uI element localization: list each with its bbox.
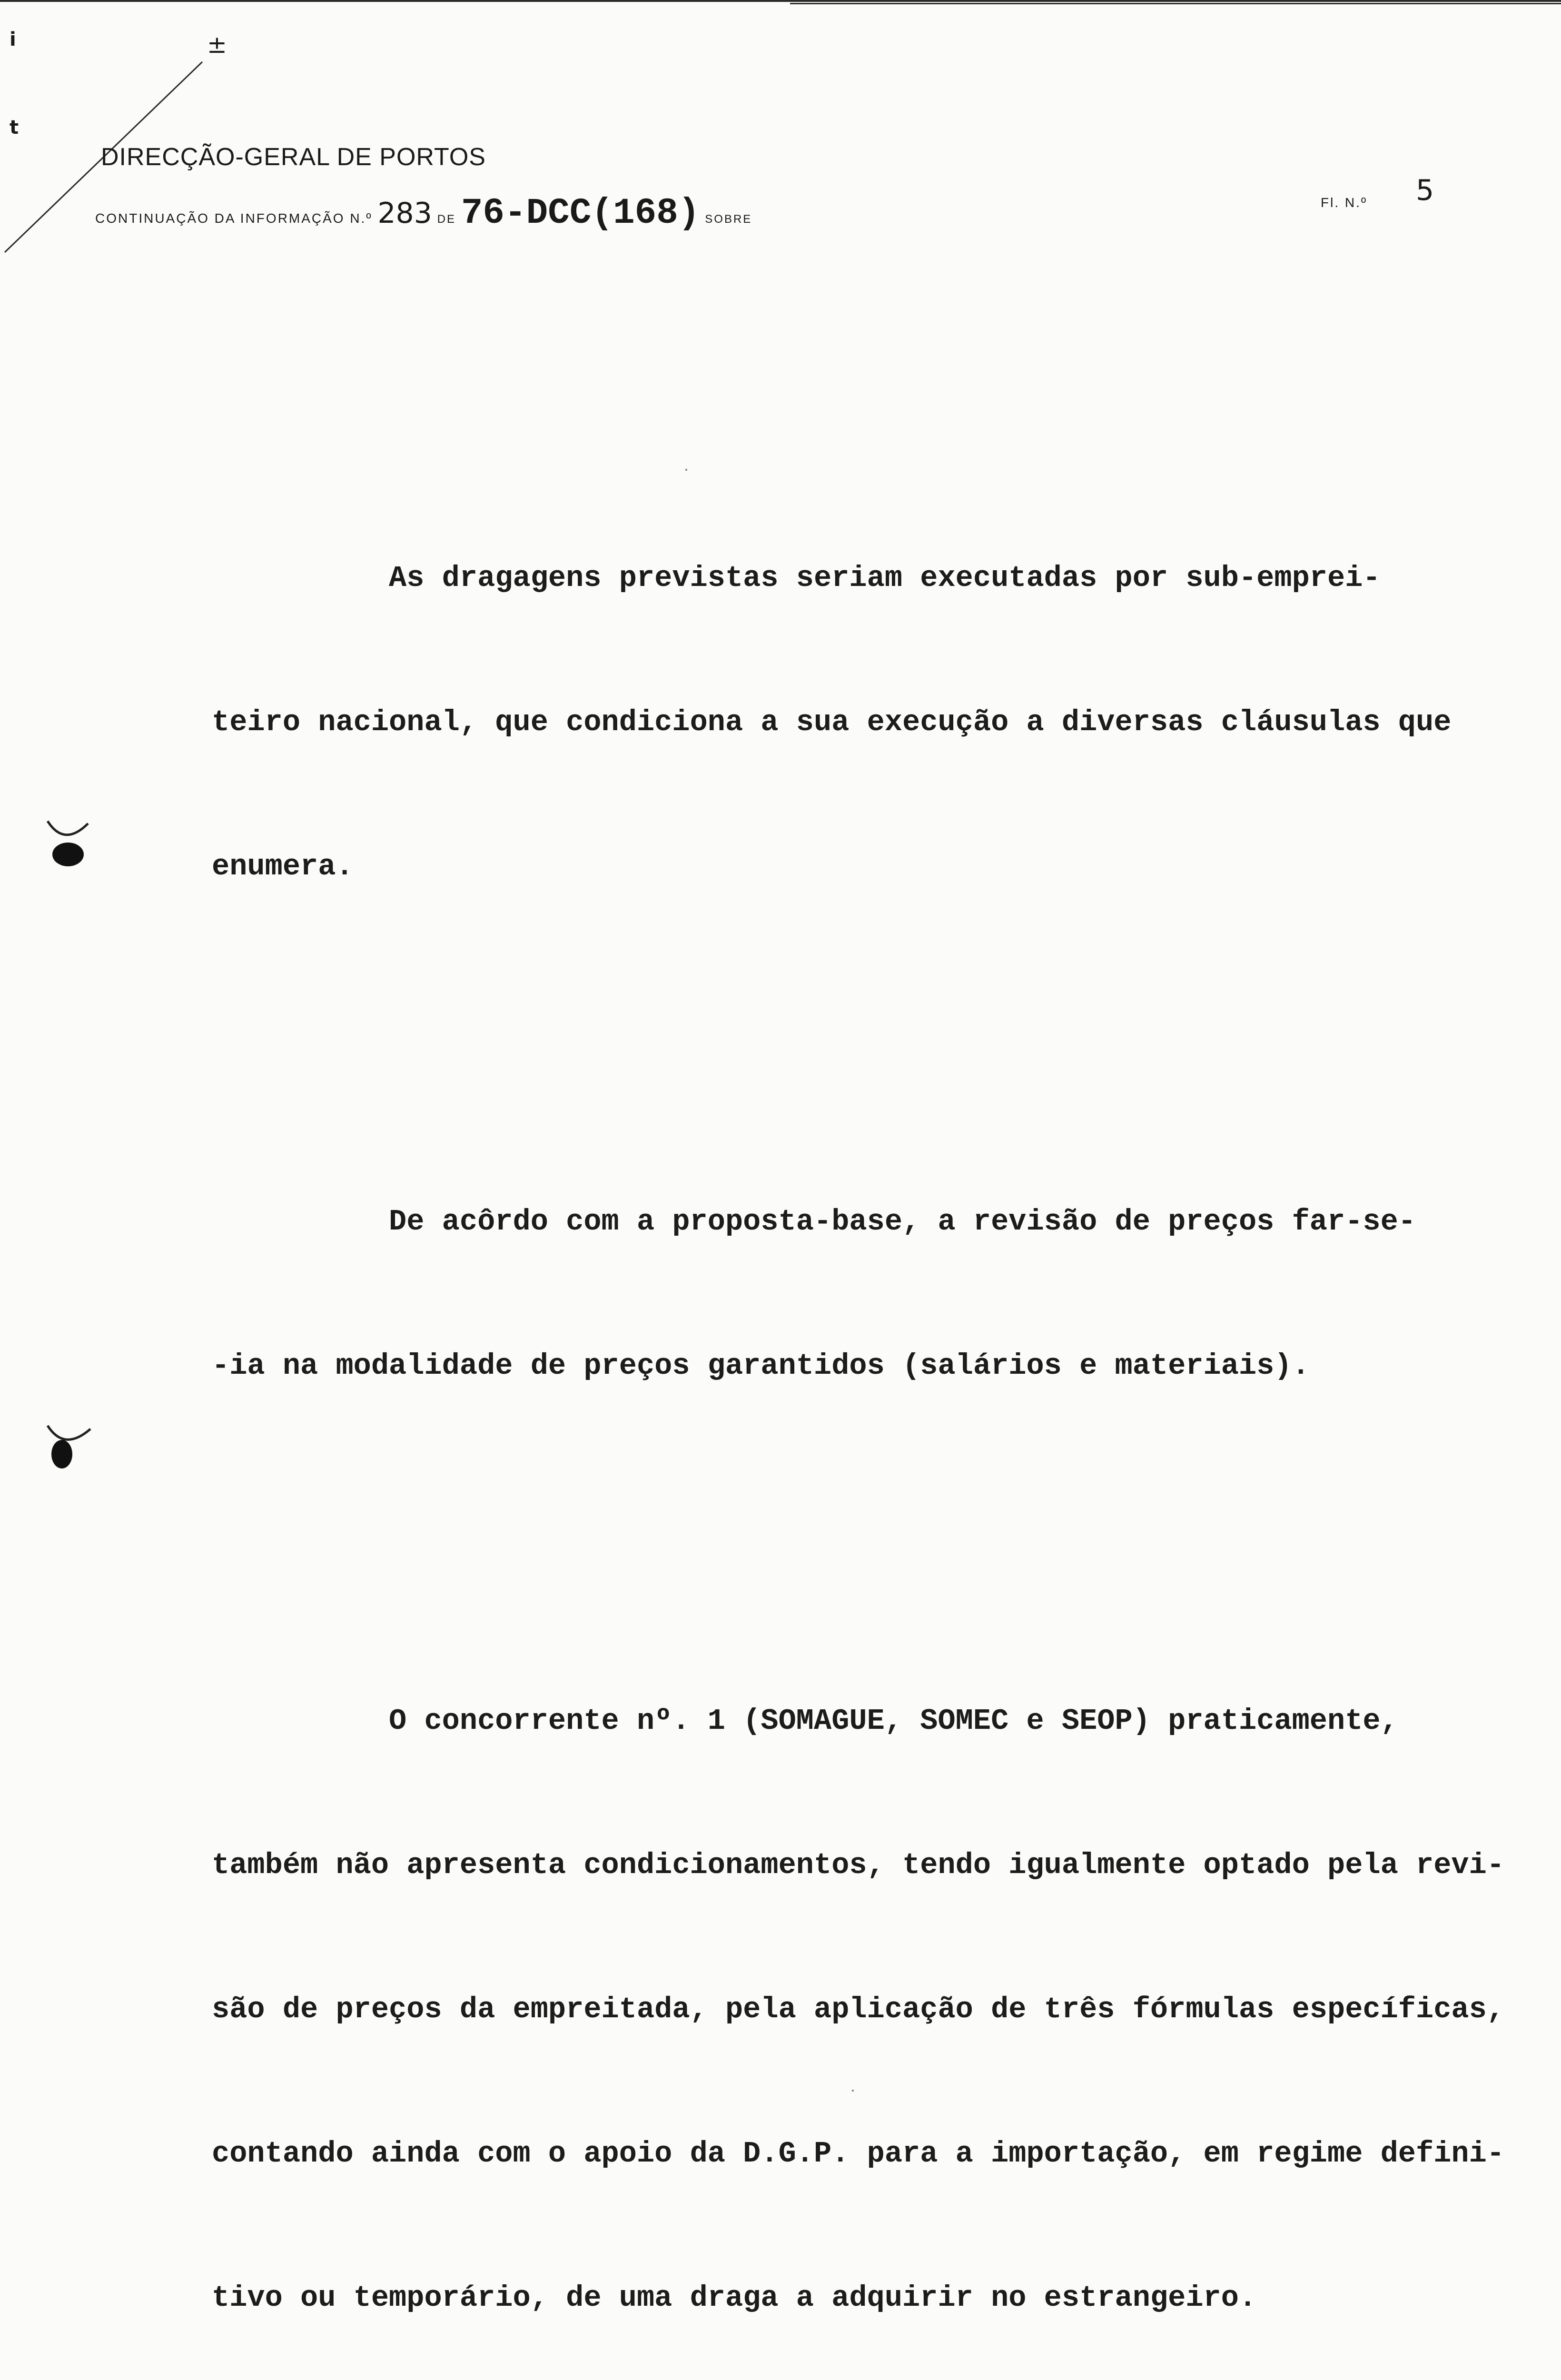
- folio-number: 5: [1416, 174, 1434, 207]
- text-line: contando ainda com o apoio da D.G.P. para a importação, em regime defini-: [212, 2137, 1505, 2171]
- text-line: -ia na modalidade de preços garantidos (salários e materiais).: [212, 1349, 1310, 1383]
- sobre-label: SOBRE: [705, 213, 752, 226]
- text-line: são de preços da empreitada, pela aplicação de três fórmulas específicas,: [212, 1993, 1505, 2026]
- text-line: também não apresenta condicionamentos, tendo igualmente optado pela revi-: [212, 1848, 1505, 1882]
- binder-hole-mark-upper: [45, 819, 98, 871]
- department-header: DIRECÇÃO-GERAL DE PORTOS: [101, 143, 486, 171]
- paragraph: [212, 1101, 1540, 1486]
- folio-label: Fl. N.º: [1321, 195, 1368, 210]
- text-line: tivo ou temporário, de uma draga a adquirir no estrangeiro.: [212, 2281, 1257, 2315]
- corner-mark: ±: [207, 31, 227, 59]
- text-line: teiro nacional, que condiciona a sua execução a diversas cláusulas que: [212, 705, 1452, 739]
- document-body: [212, 362, 1540, 2380]
- text-line: As dragagens previstas seriam executadas por sub-emprei-: [212, 561, 1381, 595]
- paragraph: [212, 458, 1540, 987]
- paragraph: [212, 1601, 1540, 2380]
- continuation-label: CONTINUAÇÃO DA INFORMAÇÃO N.º: [95, 211, 373, 226]
- binder-hole-mark-lower: [45, 1423, 98, 1476]
- paper-speck: [685, 469, 687, 471]
- text-line: De acôrdo com a proposta-base, a revisão de preços far-se-: [212, 1205, 1416, 1239]
- de-label: DE: [437, 213, 456, 226]
- margin-mark-1: i: [10, 29, 16, 50]
- reference-number: 76-DCC(168): [461, 193, 700, 234]
- text-line: O concorrente nº. 1 (SOMAGUE, SOMEC e SEOP) praticamente,: [212, 1704, 1398, 1738]
- continuation-line: [95, 193, 752, 234]
- info-number: 283: [377, 197, 432, 230]
- paper-speck: [852, 2090, 854, 2092]
- margin-mark-2: t: [10, 117, 19, 139]
- text-line: enumera.: [212, 850, 354, 883]
- top-border-line-secondary: [790, 3, 1561, 4]
